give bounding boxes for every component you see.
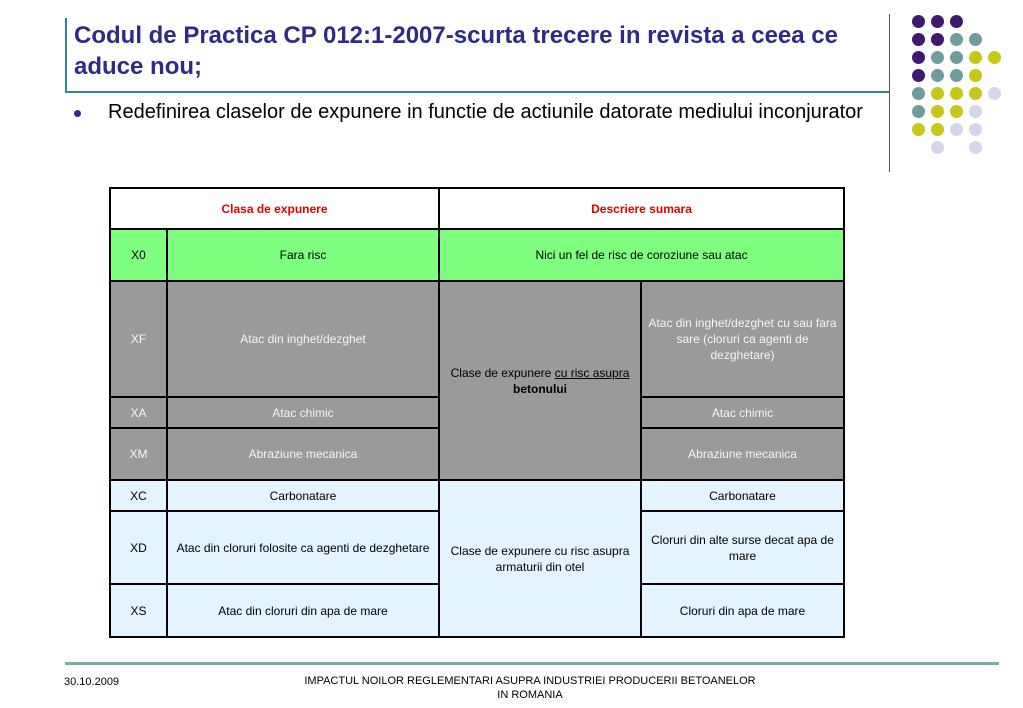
decor-dot <box>969 51 982 64</box>
class-name: Fara risc <box>167 229 439 281</box>
decor-dot <box>912 105 925 118</box>
title-accent-vertical <box>65 18 67 92</box>
decor-dot <box>912 15 925 28</box>
class-code: XM <box>110 428 167 480</box>
class-code: XF <box>110 281 167 397</box>
decor-dot <box>931 105 944 118</box>
bullet-text: Redefinirea claselor de expunere in functie de actiunile datorate mediului inconjurator <box>108 101 863 123</box>
decor-dot <box>912 123 925 136</box>
decor-dot <box>931 123 944 136</box>
decor-dot <box>950 51 963 64</box>
slide-title: Codul de Practica CP 012:1-2007-scurta trecere in revista a ceea ce aduce nou; <box>74 22 838 80</box>
class-description: Cloruri din apa de mare <box>641 584 844 637</box>
table-header-row <box>110 188 844 229</box>
decor-dot <box>950 69 963 82</box>
decor-dot <box>912 33 925 46</box>
decor-dot <box>950 123 963 136</box>
footer-date: 30.10.2009 <box>64 676 120 688</box>
footer-title: IMPACTUL NOILOR REGLEMENTARI ASUPRA INDUSTRIEI PRODUCERII BETOANELOR IN ROMANIA <box>304 675 756 701</box>
exposure-classes-table <box>109 187 845 638</box>
class-code: XC <box>110 480 167 511</box>
class-name: Atac din inghet/dezghet <box>167 281 439 397</box>
decor-dot <box>912 51 925 64</box>
decor-dot <box>950 15 963 28</box>
class-description: Nici un fel de risc de coroziune sau atac <box>439 229 844 281</box>
class-description: Abraziune mecanica <box>641 428 844 480</box>
decor-dot <box>969 69 982 82</box>
decor-dot <box>969 87 982 100</box>
class-code: XA <box>110 397 167 428</box>
decor-dot <box>988 87 1001 100</box>
decor-dot <box>950 105 963 118</box>
decor-dot <box>931 15 944 28</box>
header-summary-description: Descriere sumara <box>439 188 844 229</box>
decor-separator <box>889 14 890 172</box>
decor-dot <box>969 123 982 136</box>
table-row <box>110 480 844 511</box>
decor-dot <box>988 51 1001 64</box>
class-description: Cloruri din alte surse decat apa de mare <box>641 511 844 584</box>
decor-dot <box>912 69 925 82</box>
table-row <box>110 229 844 281</box>
footer-divider <box>65 662 999 665</box>
class-name: Carbonatare <box>167 480 439 511</box>
decor-dot <box>969 141 982 154</box>
class-name: Atac din cloruri folosite ca agenti de dezghetare <box>167 511 439 584</box>
class-name: Atac din cloruri din apa de mare <box>167 584 439 637</box>
decor-dot <box>912 87 925 100</box>
title-accent-horizontal <box>65 91 890 93</box>
class-description: Carbonatare <box>641 480 844 511</box>
concrete-group-label: Clase de expunere cu risc asupra betonului <box>439 281 641 480</box>
class-code: XD <box>110 511 167 584</box>
decor-dot <box>950 33 963 46</box>
decor-dot <box>931 33 944 46</box>
class-description: Atac din inghet/dezghet cu sau fara sare (cloruri ca agenti de dezghetare) <box>641 281 844 397</box>
decor-dot <box>950 87 963 100</box>
decor-dot <box>931 69 944 82</box>
class-name: Abraziune mecanica <box>167 428 439 480</box>
underlined-text: cu risc asupra <box>554 365 630 380</box>
class-description: Atac chimic <box>641 397 844 428</box>
decor-dot <box>969 105 982 118</box>
steel-group-label: Clase de expunere cu risc asupra armaturii din otel <box>439 480 641 637</box>
decor-dot <box>931 51 944 64</box>
decor-dot <box>931 87 944 100</box>
bullet-item <box>74 100 874 125</box>
header-exposure-class: Clasa de expunere <box>110 188 439 229</box>
decor-dot <box>969 33 982 46</box>
bold-text: betonului <box>513 381 567 396</box>
decor-dot <box>931 141 944 154</box>
class-code: XS <box>110 584 167 637</box>
table-row <box>110 281 844 397</box>
class-code: X0 <box>110 229 167 281</box>
bullet-dot <box>74 110 81 117</box>
class-name: Atac chimic <box>167 397 439 428</box>
